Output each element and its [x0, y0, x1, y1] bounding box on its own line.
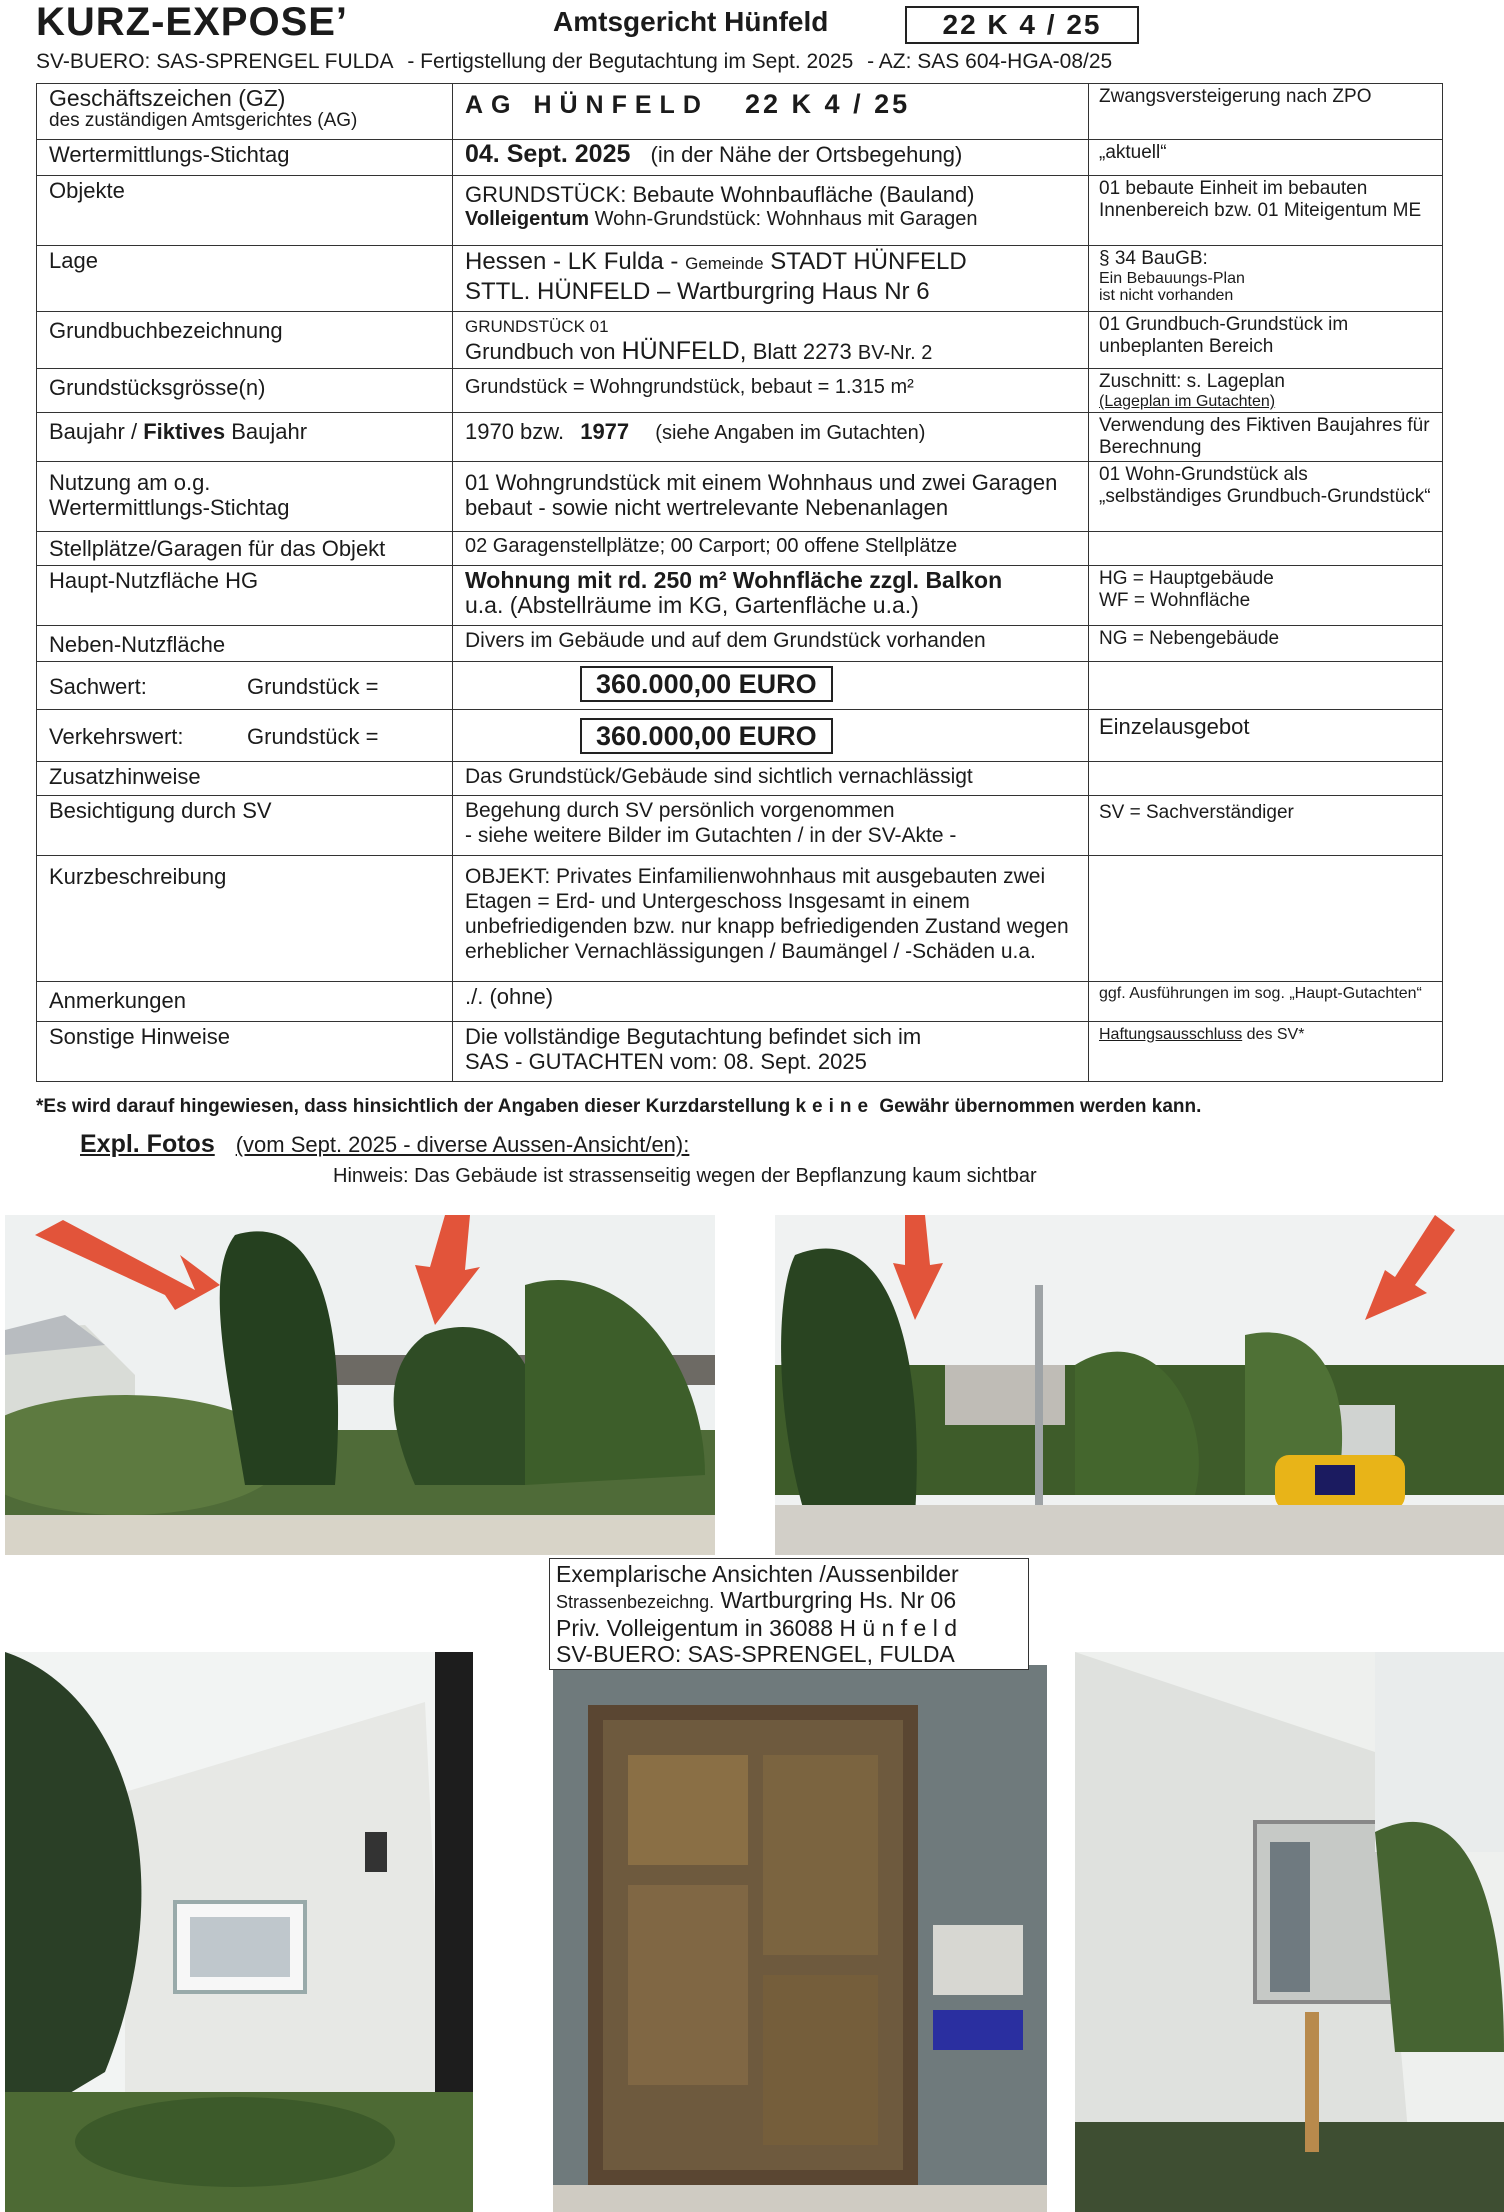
- municipality: STADT HÜNFELD: [770, 248, 967, 275]
- build-year: 1970 bzw.: [465, 419, 565, 444]
- row-geschaeftszeichen: [37, 84, 1443, 140]
- photo-house-corner-image: [5, 1652, 473, 2212]
- label: Kurzbeschreibung: [37, 856, 453, 982]
- label: Sonstige Hinweise: [37, 1022, 453, 1082]
- label-2: Grundstück =: [247, 724, 379, 749]
- row-stichtag: [37, 140, 1443, 176]
- note: Zwangsversteigerung nach ZPO: [1089, 84, 1443, 140]
- label-a: Baujahr /: [49, 419, 138, 444]
- disclaimer-c: Gewähr übernommen werden kann.: [879, 1096, 1202, 1117]
- row-grundbuch: [37, 312, 1443, 369]
- row-zusatz: [37, 762, 1443, 796]
- photo-front-door-image: [553, 1665, 1047, 2212]
- disclaimer: [36, 1096, 1201, 1118]
- row-groesse: [37, 369, 1443, 413]
- disclaimer-a: *Es wird darauf hingewiesen, dass hinsichtlich der Angaben dieser Kurzdarstellung: [36, 1096, 791, 1117]
- date-note: (in der Nähe der Ortsbegehung): [650, 142, 963, 167]
- az-reference: - AZ: SAS 604-HGA-08/25: [867, 50, 1113, 73]
- label-2: Grundstück =: [247, 674, 379, 699]
- photo-caption: [549, 1558, 1029, 1670]
- row-nutzung: [37, 462, 1443, 532]
- photos-title: Expl. Fotos: [80, 1130, 215, 1158]
- photo-hint: Hinweis: Das Gebäude ist strassenseitig wegen der Bepflanzung kaum sichtbar: [333, 1165, 1037, 1187]
- note: SV = Sachverständiger: [1089, 796, 1443, 856]
- photo-house-side: [1075, 1652, 1504, 2212]
- caption-street: Wartburgring Hs. Nr 06: [720, 1587, 957, 1613]
- market-value: 360.000,00 EURO: [580, 718, 833, 754]
- plot-size: Grundstück = Wohngrundstück, bebaut = 1.315 m²: [453, 369, 1089, 413]
- label-c: Baujahr: [231, 419, 308, 444]
- row-baujahr: [37, 413, 1443, 462]
- photo-house-corner: [5, 1652, 473, 2212]
- document-title: KURZ-EXPOSE’: [36, 0, 349, 44]
- valuation-date: 04. Sept. 2025: [465, 140, 631, 168]
- year-note: (siehe Angaben im Gutachten): [655, 422, 926, 444]
- label: Haupt-Nutzfläche HG: [37, 566, 453, 626]
- completion-note: - Fertigstellung der Begutachtung im Sept. 2025: [407, 50, 854, 73]
- living-area: Wohnung mit rd. 250 m² Wohnfläche zzgl. Balkon: [465, 567, 1003, 593]
- label: Wertermittlungs-Stichtag: [37, 140, 453, 176]
- note: Einzelausgebot: [1089, 710, 1443, 762]
- court-name: Amtsgericht Hünfeld: [553, 6, 829, 37]
- row-verkehrswert: [37, 710, 1443, 762]
- row-objekte: [37, 176, 1443, 246]
- note: [1089, 762, 1443, 796]
- other-1: Die vollständige Begutachtung befindet sich im: [465, 1024, 922, 1049]
- note: [1089, 532, 1443, 566]
- registry-place: HÜNFELD,: [621, 337, 747, 365]
- parking: 02 Garagenstellplätze; 00 Carport; 00 offene Stellplätze: [453, 532, 1089, 566]
- registry-bv: BV-Nr. 2: [857, 342, 933, 364]
- bplan-note-2: ist nicht vorhanden: [1099, 287, 1234, 304]
- sv-office: SV-BUERO: SAS-SPRENGEL FULDA: [36, 50, 394, 73]
- abbr-wf: WF = Wohnfläche: [1099, 590, 1251, 611]
- row-anmerkungen: [37, 982, 1443, 1022]
- court-code: AG HÜNFELD: [465, 91, 709, 119]
- liability-suffix: des SV*: [1246, 1026, 1305, 1043]
- short-description: OBJEKT: Privates Einfamilienwohnhaus mit ausgebauten zwei Etagen = Erd- und Untergeschoss Insgesamt in einem unbefriedigenden bzw. nur knapp befriedigenden Zustand wegen erheblicher Vernachlässigungen / Baumängel / -Schäden u.a.: [453, 856, 1089, 982]
- label-sub: des zuständigen Amtsgerichtes (AG): [49, 110, 358, 131]
- note: 01 Grundbuch-Grundstück im unbeplanten Bereich: [1089, 312, 1443, 369]
- remarks: ./. (ohne): [453, 982, 1089, 1022]
- photo-front-door: [553, 1665, 1047, 2212]
- inspection-2: - siehe weitere Bilder im Gutachten / in der SV-Akte -: [465, 824, 957, 847]
- row-haupt: [37, 566, 1443, 626]
- ownership: Volleigentum: [465, 208, 590, 230]
- photo-house-side-image: [1075, 1652, 1504, 2212]
- object-line-1: GRUNDSTÜCK: Bebaute Wohnbaufläche (Bauland): [465, 182, 975, 207]
- photo-street-left: [5, 1215, 715, 1555]
- registry-sheet: Blatt 2273: [752, 339, 852, 364]
- label: Objekte: [37, 176, 453, 246]
- label: Geschäftszeichen (GZ): [49, 85, 286, 111]
- photos-note: (vom Sept. 2025 - diverse Aussen-Ansicht/en):: [235, 1132, 690, 1157]
- note: Verwendung des Fiktiven Baujahres für Berechnung: [1089, 413, 1443, 462]
- municipality-label: Gemeinde: [685, 254, 764, 273]
- label-1: Verkehrswert:: [49, 724, 184, 749]
- photo-street-right-image: [775, 1215, 1504, 1555]
- label: Stellplätze/Garagen für das Objekt: [37, 532, 453, 566]
- registry-label: Grundbuch von: [465, 339, 616, 364]
- case-number-box: 22 K 4 / 25: [905, 6, 1139, 44]
- label: Zusatzhinweise: [37, 762, 453, 796]
- note: ggf. Ausführungen im sog. „Haupt-Gutachten“: [1089, 982, 1443, 1022]
- living-area-extra: u.a. (Abstellräume im KG, Gartenfläche u.a.): [465, 592, 919, 618]
- subheader-line: [36, 50, 1120, 74]
- note: [1089, 856, 1443, 982]
- plan-note: (Lageplan im Gutachten): [1099, 393, 1276, 410]
- disclaimer-b: keine: [795, 1096, 875, 1117]
- caption-line-3: Priv. Volleigentum in 36088 H ü n f e l d: [556, 1615, 958, 1641]
- inspection-1: Begehung durch SV persönlich vorgenommen: [465, 799, 895, 822]
- row-sachwert: [37, 662, 1443, 710]
- note: NG = Nebengebäude: [1089, 626, 1443, 662]
- note: [1089, 662, 1443, 710]
- row-kurzbeschreibung: [37, 856, 1443, 982]
- address: STTL. HÜNFELD – Wartburgring Haus Nr 6: [465, 278, 930, 305]
- caption-line-1: Exemplarische Ansichten /Aussenbilder: [556, 1561, 959, 1587]
- photos-heading: [80, 1130, 689, 1159]
- row-lage: [37, 246, 1443, 312]
- label: Neben-Nutzfläche: [37, 626, 453, 662]
- case-code: 22 K 4 / 25: [745, 89, 911, 119]
- note: „aktuell“: [1089, 140, 1443, 176]
- region: Hessen - LK Fulda -: [465, 248, 679, 275]
- usage: 01 Wohngrundstück mit einem Wohnhaus und zwei Garagen bebaut - sowie nicht wertrelevante Nebenanlagen: [453, 462, 1089, 532]
- fictive-year: 1977: [580, 419, 630, 444]
- label: Grundbuchbezeichnung: [37, 312, 453, 369]
- shape-note: Zuschnitt: s. Lageplan: [1099, 371, 1285, 392]
- photo-street-left-image: [5, 1215, 715, 1555]
- secondary-area: Divers im Gebäude und auf dem Grundstück vorhanden: [453, 626, 1089, 662]
- label: Grundstücksgrösse(n): [37, 369, 453, 413]
- row-besichtigung: [37, 796, 1443, 856]
- label-1: Nutzung am o.g.: [49, 470, 211, 495]
- label-2: Wertermittlungs-Stichtag: [49, 495, 290, 520]
- object-line-2: Wohn-Grundstück: Wohnhaus mit Garagen: [594, 208, 978, 230]
- row-neben: [37, 626, 1443, 662]
- caption-street-label: Strassenbezeichng.: [556, 1592, 715, 1612]
- abbr-hg: HG = Hauptgebäude: [1099, 568, 1274, 589]
- label-b: Fiktives: [143, 419, 226, 444]
- row-sonstige: [37, 1022, 1443, 1082]
- label: Anmerkungen: [37, 982, 453, 1022]
- asset-value: 360.000,00 EURO: [580, 666, 833, 702]
- label: Lage: [37, 246, 453, 312]
- label-1: Sachwert:: [49, 674, 147, 699]
- other-2: SAS - GUTACHTEN vom: 08. Sept. 2025: [465, 1049, 867, 1074]
- row-stellplaetze: [37, 532, 1443, 566]
- note: 01 bebaute Einheit im bebauten Innenbereich bzw. 01 Miteigentum ME: [1089, 176, 1443, 246]
- caption-line-4: SV-BUERO: SAS-SPRENGEL, FULDA: [556, 1641, 955, 1667]
- plot-id: GRUNDSTÜCK 01: [465, 317, 609, 336]
- additional-note: Das Grundstück/Gebäude sind sichtlich vernachlässigt: [453, 762, 1089, 796]
- liability-link: Haftungsausschluss: [1099, 1026, 1243, 1043]
- baugb: § 34 BauGB:: [1099, 248, 1208, 269]
- note: 01 Wohn-Grundstück als „selbständiges Grundbuch-Grundstück“: [1089, 462, 1443, 532]
- label: Besichtigung durch SV: [37, 796, 453, 856]
- bplan-note: Ein Bebauungs-Plan: [1099, 270, 1245, 287]
- photo-street-right: [775, 1215, 1504, 1555]
- expose-table: [36, 83, 1443, 1082]
